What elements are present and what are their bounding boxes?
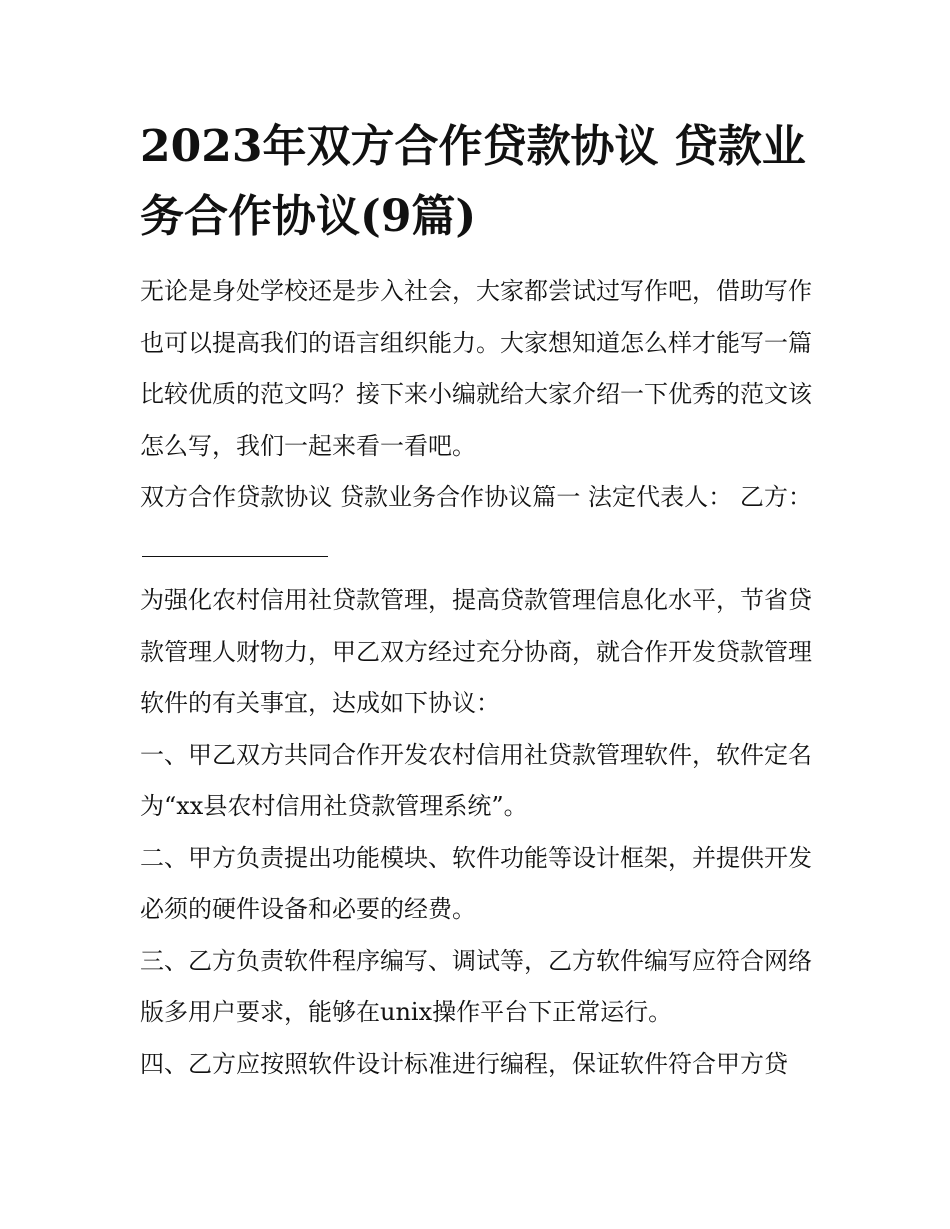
clause-2-paragraph: 二、甲方负责提出功能模块、软件功能等设计框架，并提供开发必须的硬件设备和必要的经费。 — [140, 843, 812, 923]
purpose-paragraph: 为强化农村信用社贷款管理，提高贷款管理信息化水平，节省贷款管理人财物力，甲乙双方经过充分协商，就合作开发贷款管理软件的有关事宜，达成如下协议： — [140, 586, 812, 717]
clause-3-paragraph: 三、乙方负责软件程序编写、调试等，乙方软件编写应符合网络版多用户要求，能够在unix操作平台下正常运行。 — [140, 946, 812, 1026]
blank-underline — [142, 526, 328, 557]
intro-paragraph: 无论是身处学校还是步入社会，大家都尝试过写作吧，借助写作也可以提高我们的语言组织能力。大家想知道怎么样才能写一篇比较优质的范文吗？接下来小编就给大家介绍一下优秀的范文该怎么写，我们一起来看一看吧。 — [140, 277, 812, 460]
clause-1-paragraph: 一、甲乙双方共同合作开发农村信用社贷款管理软件，软件定名为“xx县农村信用社贷款管理系统”。 — [140, 740, 812, 820]
document-title: 2023年双方合作贷款协议 贷款业务合作协议(9篇) — [140, 121, 806, 242]
section-heading-text: 双方合作贷款协议 贷款业务合作协议篇一 法定代表人： 乙方： — [140, 483, 812, 511]
document-body — [140, 112, 812, 1090]
clause-4-paragraph: 四、乙方应按照软件设计标准进行编程，保证软件符合甲方贷 — [140, 1049, 788, 1078]
section-heading-paragraph — [140, 472, 812, 575]
